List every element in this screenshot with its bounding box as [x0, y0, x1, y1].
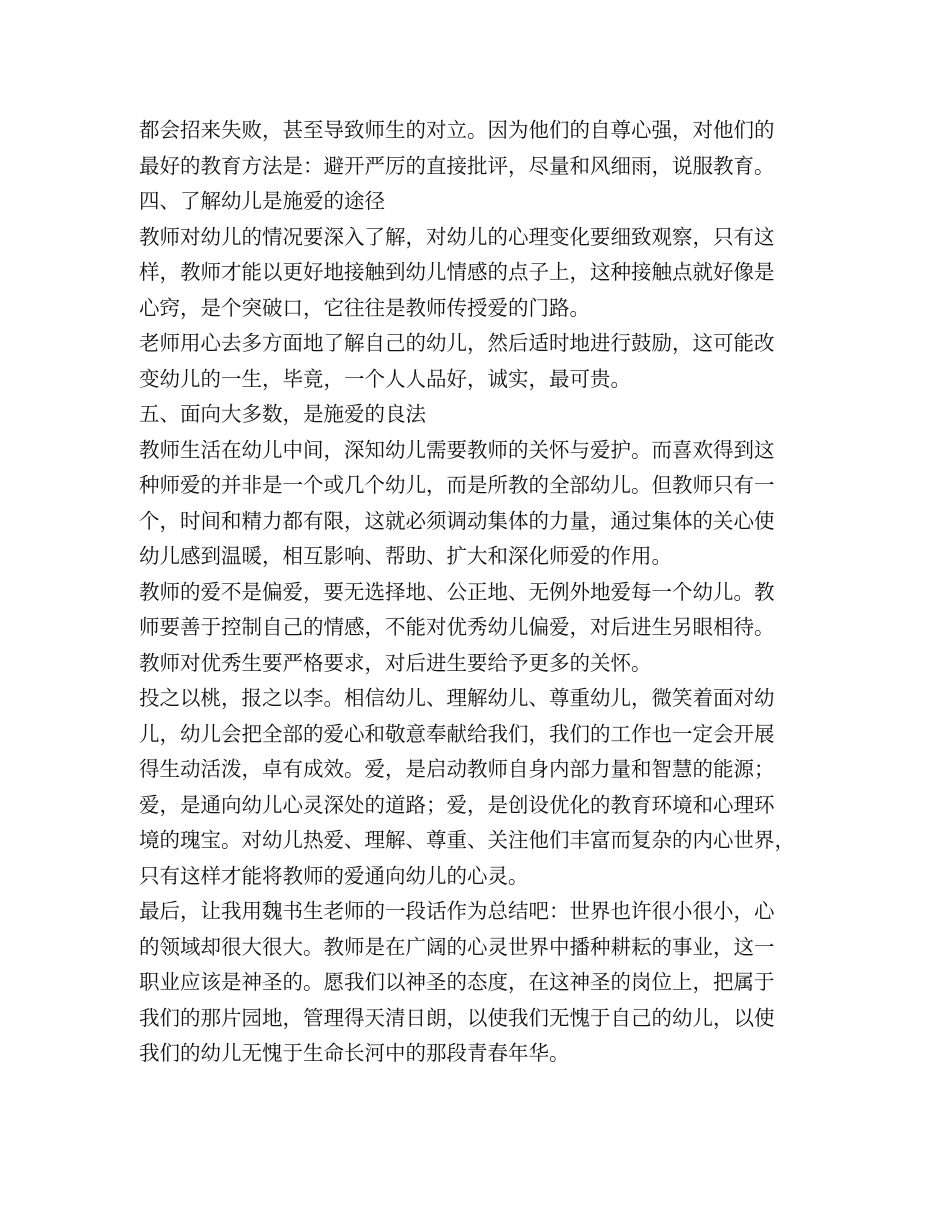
text-line: 个，时间和精力都有限，这就必须调动集体的力量，通过集体的关心使 — [139, 508, 775, 533]
text-line: 都会招来失败，甚至导致师生的对立。因为他们的自尊心强，对他们的 — [139, 118, 775, 142]
text-line: 最后，让我用魏书生老师的一段话作为总结吧：世界也许很小很小，心 — [139, 899, 775, 923]
text-line: 儿，幼儿会把全部的爱心和敬意奉献给我们，我们的工作也一定会开展 — [139, 721, 775, 746]
text-line: 幼儿感到温暖，相互影响、帮助、扩大和深化师爱的作用。 — [139, 544, 672, 568]
text-line: 教师对幼儿的情况要深入了解，对幼儿的心理变化要细致观察，只有这 — [139, 224, 775, 249]
section-heading: 五、面向大多数，是施爱的良法 — [139, 402, 426, 426]
text-line: 教师对优秀生要严格要求，对后进生要给予更多的关怀。 — [139, 650, 652, 675]
text-line: 境的瑰宝。对幼儿热爱、理解、尊重、关注他们丰富而复杂的内心世界， — [139, 828, 795, 852]
text-line: 老师用心去多方面地了解自己的幼儿，然后适时地进行鼓励，这可能改 — [139, 331, 775, 355]
text-line: 最好的教育方法是：避开严厉的直接批评，尽量和风细雨，说服教育。 — [139, 153, 775, 178]
document-body — [139, 113, 829, 1072]
text-line: 教师的爱不是偏爱，要无选择地、公正地、无例外地爱每一个幼儿。教 — [139, 579, 775, 604]
text-line: 爱，是通向幼儿心灵深处的道路；爱，是创设优化的教育环境和心理环 — [139, 792, 775, 817]
text-line: 心窍，是个突破口，它往往是教师传授爱的门路。 — [139, 295, 590, 320]
text-line: 样，教师才能以更好地接触到幼儿情感的点子上，这种接触点就好像是 — [139, 260, 775, 284]
text-line: 投之以桃，报之以李。相信幼儿、理解幼儿、尊重幼儿，微笑着面对幼 — [139, 686, 775, 710]
text-line: 师要善于控制自己的情感，不能对优秀幼儿偏爱，对后进生另眼相待。 — [139, 615, 775, 639]
section-heading: 四、了解幼儿是施爱的途径 — [139, 189, 385, 213]
text-line: 变幼儿的一生，毕竟，一个人人品好，诚实，最可贵。 — [139, 366, 631, 391]
text-line: 种师爱的并非是一个或几个幼儿，而是所教的全部幼儿。但教师只有一 — [139, 473, 775, 497]
text-line: 我们的幼儿无愧于生命长河中的那段青春年华。 — [139, 1041, 570, 1065]
text-line: 得生动活泼，卓有成效。爱，是启动教师自身内部力量和智慧的能源； — [139, 757, 775, 781]
text-line: 教师生活在幼儿中间，深知幼儿需要教师的关怀与爱护。而喜欢得到这 — [139, 437, 775, 462]
text-line: 的领域却很大很大。教师是在广阔的心灵世界中播种耕耘的事业，这一 — [139, 934, 775, 959]
text-line: 我们的那片园地，管理得天清日朗，以使我们无愧于自己的幼儿，以使 — [139, 1005, 775, 1030]
text-line: 只有这样才能将教师的爱通向幼儿的心灵。 — [139, 863, 529, 888]
text-line: 职业应该是神圣的。愿我们以神圣的态度，在这神圣的岗位上，把属于 — [139, 970, 775, 994]
